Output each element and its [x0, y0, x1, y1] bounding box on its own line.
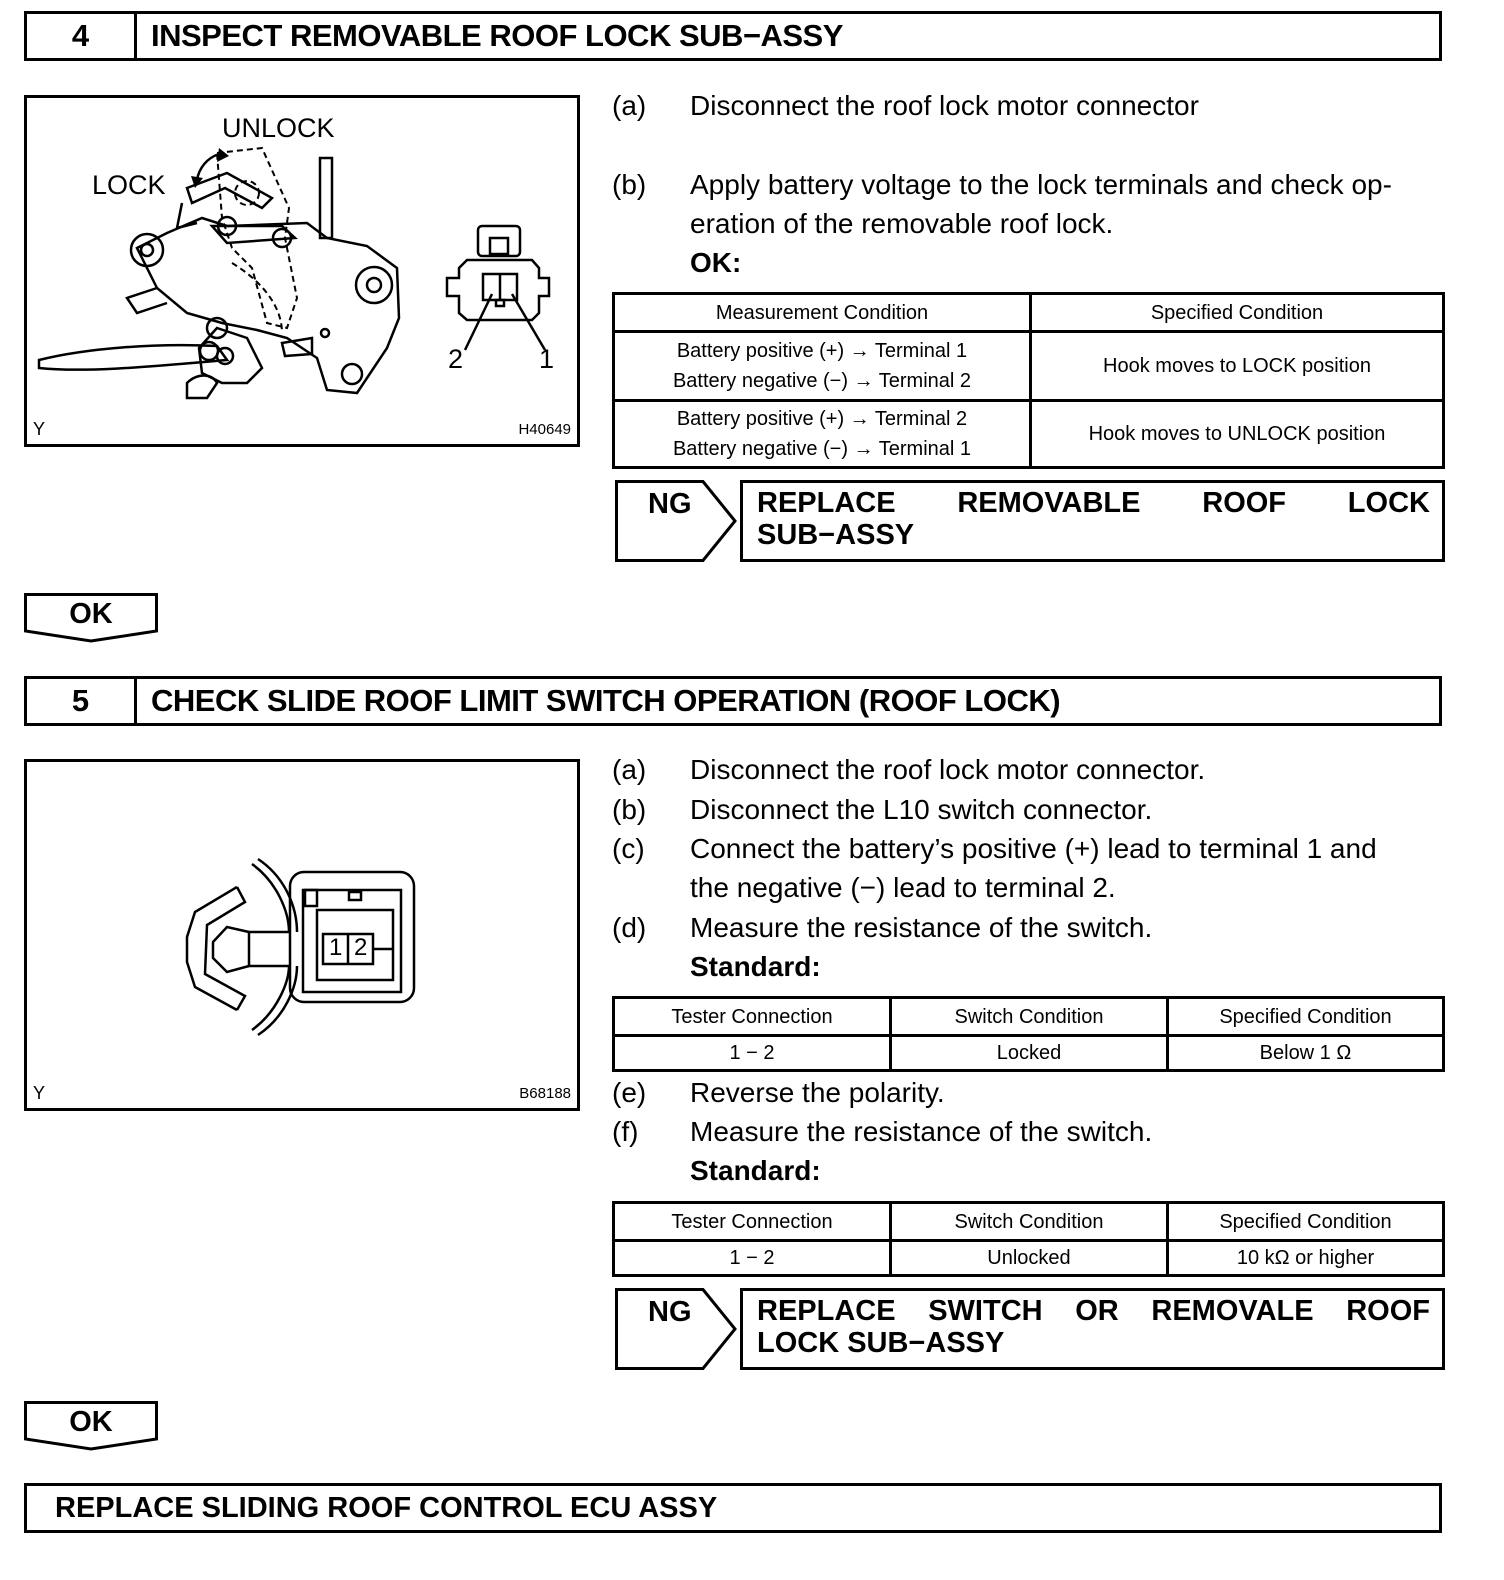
instruction-text: Disconnect the roof lock motor connector.: [690, 754, 1206, 785]
step-title: CHECK SLIDE ROOF LIMIT SWITCH OPERATION (ROOF LOCK): [151, 683, 1061, 718]
ng-action-line1: [757, 487, 1430, 520]
final-action-title: REPLACE SLIDING ROOF CONTROL ECU ASSY: [55, 1492, 718, 1524]
instruction-label: (a): [612, 754, 647, 785]
figure-code: B68188: [519, 1085, 571, 1102]
ng-action-box: [740, 1288, 1445, 1370]
ng-word: REPLACE: [757, 487, 896, 519]
lock-label: LOCK: [92, 170, 166, 200]
figure-corner-mark: Y: [33, 1083, 46, 1103]
condition-line: Battery positive (+) → Terminal 2: [676, 408, 968, 430]
ng-word: LOCK: [1347, 487, 1430, 519]
instruction-label: (b): [612, 794, 647, 825]
table-cell: Locked: [891, 1036, 1168, 1071]
step-title: INSPECT REMOVABLE ROOF LOCK SUB−ASSY: [151, 18, 843, 53]
ng-label: NG: [648, 1296, 692, 1328]
ng-word: REMOVABLE: [957, 487, 1141, 519]
ok-tab-label: OK: [69, 598, 113, 630]
ng-action-line2: SUB−ASSY: [757, 519, 915, 551]
table-cell: Unlocked: [891, 1241, 1168, 1276]
step-5-header: [24, 676, 1442, 726]
ng-word: OR: [1075, 1295, 1119, 1327]
switch-connector-illustration: [27, 762, 577, 1108]
condition-line: Battery positive (+) → Terminal 1: [676, 340, 968, 362]
instruction-label: (d): [612, 912, 647, 943]
table-row: [614, 1036, 1444, 1071]
roof-lock-figure: [24, 95, 580, 447]
instruction-text: Measure the resistance of the switch.: [690, 912, 1153, 943]
instruction-text: eration of the removable roof lock.: [690, 208, 1114, 239]
figure-code: H40649: [518, 421, 571, 438]
instruction-text: Disconnect the L10 switch connector.: [690, 794, 1153, 825]
table-cell: [614, 401, 1031, 468]
pin-1-label: 1: [329, 934, 343, 961]
switch-connector-figure: [24, 759, 580, 1111]
step-number: 5: [27, 679, 137, 723]
table-row: [614, 401, 1444, 468]
table-cell: Hook moves to UNLOCK position: [1031, 401, 1444, 468]
instruction-label: (e): [612, 1077, 647, 1108]
instruction-text: Connect the battery’s positive (+) lead to terminal 1 and: [690, 833, 1377, 864]
condition-line: Battery negative (−) → Terminal 1: [672, 438, 972, 460]
table-header: Measurement Condition: [614, 294, 1031, 332]
standard-label: Standard:: [690, 951, 821, 982]
pin-2-label: 2: [354, 934, 368, 961]
ng-word: SWITCH: [928, 1295, 1043, 1327]
ok-tab-label: OK: [69, 1406, 113, 1438]
instruction-text: the negative (−) lead to terminal 2.: [690, 872, 1116, 903]
table-cell: [614, 332, 1031, 401]
table-row: [614, 1241, 1444, 1276]
table-header: Specified Condition: [1168, 998, 1444, 1036]
pin-1-label: 1: [539, 344, 555, 374]
ng-word: ROOF: [1202, 487, 1287, 519]
ng-action-line2: LOCK SUB−ASSY: [757, 1327, 1005, 1359]
final-action-box: [24, 1483, 1442, 1533]
ng-label: NG: [648, 488, 692, 520]
table-cell: Hook moves to LOCK position: [1031, 332, 1444, 401]
condition-line: Battery negative (−) → Terminal 2: [672, 370, 972, 392]
table-cell: 10 kΩ or higher: [1168, 1241, 1444, 1276]
table-header: Specified Condition: [1031, 294, 1444, 332]
instruction-label: (b): [612, 169, 647, 200]
table-header: Switch Condition: [891, 1203, 1168, 1241]
table-header: Specified Condition: [1168, 1203, 1444, 1241]
roof-lock-illustration: [27, 98, 577, 444]
ng-action-box: [740, 480, 1445, 562]
instruction-text: Measure the resistance of the switch.: [690, 1116, 1153, 1147]
step-4-header: [24, 11, 1442, 61]
table-header: Tester Connection: [614, 998, 891, 1036]
step4-spec-table: [612, 292, 1445, 469]
table-cell: 1 − 2: [614, 1036, 891, 1071]
ng-word: ROOF: [1346, 1295, 1430, 1327]
table-header: Switch Condition: [891, 998, 1168, 1036]
step-number: 4: [27, 14, 137, 58]
ok-spec-label: OK:: [690, 247, 742, 278]
figure-corner-mark: Y: [33, 419, 46, 439]
step5-spec-table-2: [612, 1201, 1445, 1277]
instruction-label: (a): [612, 90, 647, 121]
table-cell: Below 1 Ω: [1168, 1036, 1444, 1071]
table-cell: 1 − 2: [614, 1241, 891, 1276]
ng-action-line1: [757, 1295, 1430, 1328]
table-row: [614, 332, 1444, 401]
instruction-text: Disconnect the roof lock motor connector: [690, 90, 1199, 121]
ng-word: REMOVALE: [1151, 1295, 1314, 1327]
instruction-text: Reverse the polarity.: [690, 1077, 945, 1108]
instruction-label: (c): [612, 833, 645, 864]
table-header: Tester Connection: [614, 1203, 891, 1241]
step5-spec-table-1: [612, 996, 1445, 1072]
ng-word: REPLACE: [757, 1295, 896, 1327]
instruction-label: (f): [612, 1116, 639, 1147]
pin-2-label: 2: [448, 344, 464, 374]
unlock-label: UNLOCK: [222, 113, 335, 143]
instruction-text: Apply battery voltage to the lock terminals and check op-: [690, 169, 1392, 200]
standard-label: Standard:: [690, 1155, 821, 1186]
